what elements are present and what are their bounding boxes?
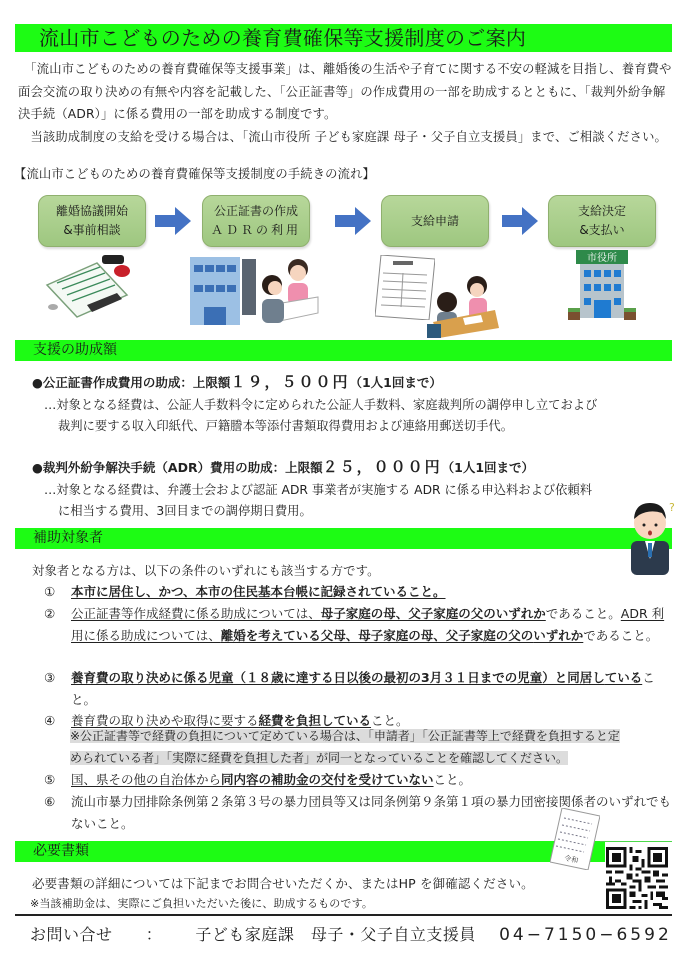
intro-paragraph-1: 「流山市こどものための養育費確保等支援事業」は、離婚後の生活や子育てに関する不安の軽減を目指し、養育費や面会交流の取り決めの有無や内容を記載した、「公正証書等」の作成費用の一部を助成するとともに、「裁判外紛争解決手続（ADR）」に係る費用の一部を助成する制度です。	[18, 62, 672, 121]
contact-separator: ：	[145, 925, 163, 944]
flow-heading: 【流山市こどものための養育費確保等支援制度の手続きの流れ】	[14, 167, 375, 181]
bullet: ●	[32, 375, 43, 390]
condition-number: ⑥	[44, 794, 56, 809]
condition-3	[44, 667, 674, 710]
flow-step-application	[381, 195, 489, 247]
condition-text: ADR 利用に係る助成については、	[71, 606, 665, 643]
condition-text: こと。	[433, 772, 472, 787]
city-hall-sign-text: 市役所	[587, 253, 617, 264]
condition-text: こと。	[371, 713, 409, 728]
eligibility-lead: 対象者となる方は、以下の条件のいずれにも該当する方です。	[32, 564, 380, 578]
condition-5	[44, 769, 674, 791]
contact-phone[interactable]: 04−7150−6592	[499, 925, 672, 945]
note-line: ※公正証書等で経費の負担について定めている場合は、「申請者」「公正証書等上で経費を負担すると定	[70, 729, 620, 743]
condition-emphasis: いずれか	[533, 627, 584, 643]
flow-step-line: 支給決定	[577, 204, 626, 218]
condition-number: ③	[44, 670, 56, 685]
bullet: ●	[32, 460, 43, 475]
arrow-right-icon	[335, 207, 371, 235]
condition-text: こと。	[71, 670, 655, 707]
subsidy-item-name: 裁判外紛争解決手続（ADR）費用の助成：上限額	[42, 460, 323, 475]
contact-info	[30, 922, 672, 945]
subsidy-item-amount: １９，５００円	[230, 373, 350, 391]
condition-2	[44, 603, 674, 646]
condition-number: ⑤	[44, 772, 56, 787]
arrow-right-icon	[502, 207, 538, 235]
condition-text: であること。	[545, 606, 621, 621]
condition-text: 養育費の取り決めや取得に要する	[71, 713, 259, 728]
subsidy-item-adr	[32, 458, 534, 477]
flow-step-line: ＡＤＲの利用	[210, 223, 301, 237]
subsidy-item-amount: ２５，０００円	[322, 458, 442, 476]
documents-note: ※当該補助金は、実際にご負担いただいた後に、助成するものです。	[30, 897, 373, 910]
arrow-right-icon	[155, 207, 191, 235]
contact-label: お問い合せ	[30, 925, 113, 944]
subsidy-desc-line: …対象となる経費は、公証人手数料令に定められた公証人手数料、家庭裁判所の調停申し立ておよび	[44, 398, 598, 412]
condition-emphasis: 離婚を考えている父母、母子家庭の母、父子家庭の父の	[220, 627, 534, 643]
subsidy-item-name: 公正証書作成費用の助成：上限額	[42, 375, 231, 390]
intro-paragraph-2: 当該助成制度の支給を受ける場合は、「流山市役所 子ども家庭課 母子・父子自立支援員」まで、ご相談ください。	[18, 130, 667, 144]
section-heading-subsidy: 支援の助成額	[15, 340, 672, 361]
svg-text:?: ?	[669, 501, 675, 514]
flow-step-line: &支払い	[579, 223, 625, 237]
flow-step-line: 離婚協議開始	[55, 204, 128, 218]
condition-emphasis: 経費を負担している	[258, 713, 372, 728]
documents-text: 必要書類の詳細については下記までお問合せいただくか、またはHP を御確認ください。	[32, 876, 534, 891]
condition-text: であること。	[583, 627, 659, 643]
flow-step-line: 支給申請	[410, 213, 459, 228]
subsidy-item-limit: （1人1回まで）	[349, 375, 442, 390]
document-calendar-illustration-icon	[550, 808, 600, 870]
condition-text: 本市に居住し、かつ、本市の住民基本台帳に記録されていること。	[71, 584, 446, 599]
flow-step-consultation	[38, 195, 146, 247]
condition-number: ①	[44, 584, 56, 599]
condition-text: 国、県その他の自治体から	[71, 772, 222, 787]
flow-step-line: &事前相談	[63, 223, 121, 237]
flow-step-line: 公正証書の作成	[213, 204, 298, 218]
subsidy-desc-line: …対象となる経費は、弁護士会および認証 ADR 事業者が実施する ADR に係る申込料および依頼料	[44, 483, 593, 497]
condition-1	[44, 581, 674, 603]
page-title: 流山市こどものための養育費確保等支援制度のご案内	[15, 24, 672, 52]
condition-emphasis: ている	[604, 670, 643, 685]
condition-emphasis: 養育費の取り決めに係る児童（１８歳に達する日以後の最初の3月３１日までの児童）と同居し	[71, 670, 605, 685]
subsidy-item-desc	[44, 395, 674, 437]
condition-emphasis: 同内容の補助金の交付を受けていない	[221, 772, 434, 787]
subsidy-item-desc	[44, 480, 674, 522]
divorce-form-illustration-icon	[42, 255, 132, 320]
section-heading-documents: 必要書類	[15, 841, 605, 862]
expense-note	[70, 726, 674, 769]
law-office-illustration-icon	[190, 255, 320, 325]
subsidy-desc-line: に相当する費用、3回目までの調停期日費用。	[58, 504, 312, 518]
condition-text: 公正証書等作成経費に係る助成については、	[71, 606, 321, 621]
condition-text: 流山市暴力団排除条例第２条第３号の暴力団員等又は同条例第９条第１項の暴力団密接関係者のいずれでもないこと。	[71, 794, 672, 831]
calendar-label: 令和	[563, 854, 579, 865]
subsidy-desc-line: 裁判に要する収入印紙代、戸籍謄本等添付書類取得費用および連絡用郵送切手代。	[58, 419, 513, 433]
subsidy-item-notarial	[32, 373, 442, 392]
divider	[600, 841, 672, 842]
counter-consultation-illustration-icon	[425, 272, 505, 340]
note-line: められている者」「実際に経費を負担した者」が同一となっていることを確認してください。	[70, 750, 569, 765]
condition-number: ④	[44, 713, 56, 728]
flow-step-notarial-deed	[202, 195, 310, 247]
city-hall-illustration-icon	[568, 250, 638, 325]
divider	[15, 914, 672, 916]
condition-emphasis: 母子家庭の母、父子家庭の父のいずれか	[320, 606, 546, 621]
subsidy-item-limit: （1人1回まで）	[441, 460, 535, 475]
flow-step-payment	[548, 195, 656, 247]
contact-department: 子ども家庭課 母子・父子自立支援員	[195, 925, 476, 944]
condition-number: ②	[44, 606, 56, 621]
section-heading-eligibility: 補助対象者	[15, 528, 672, 549]
